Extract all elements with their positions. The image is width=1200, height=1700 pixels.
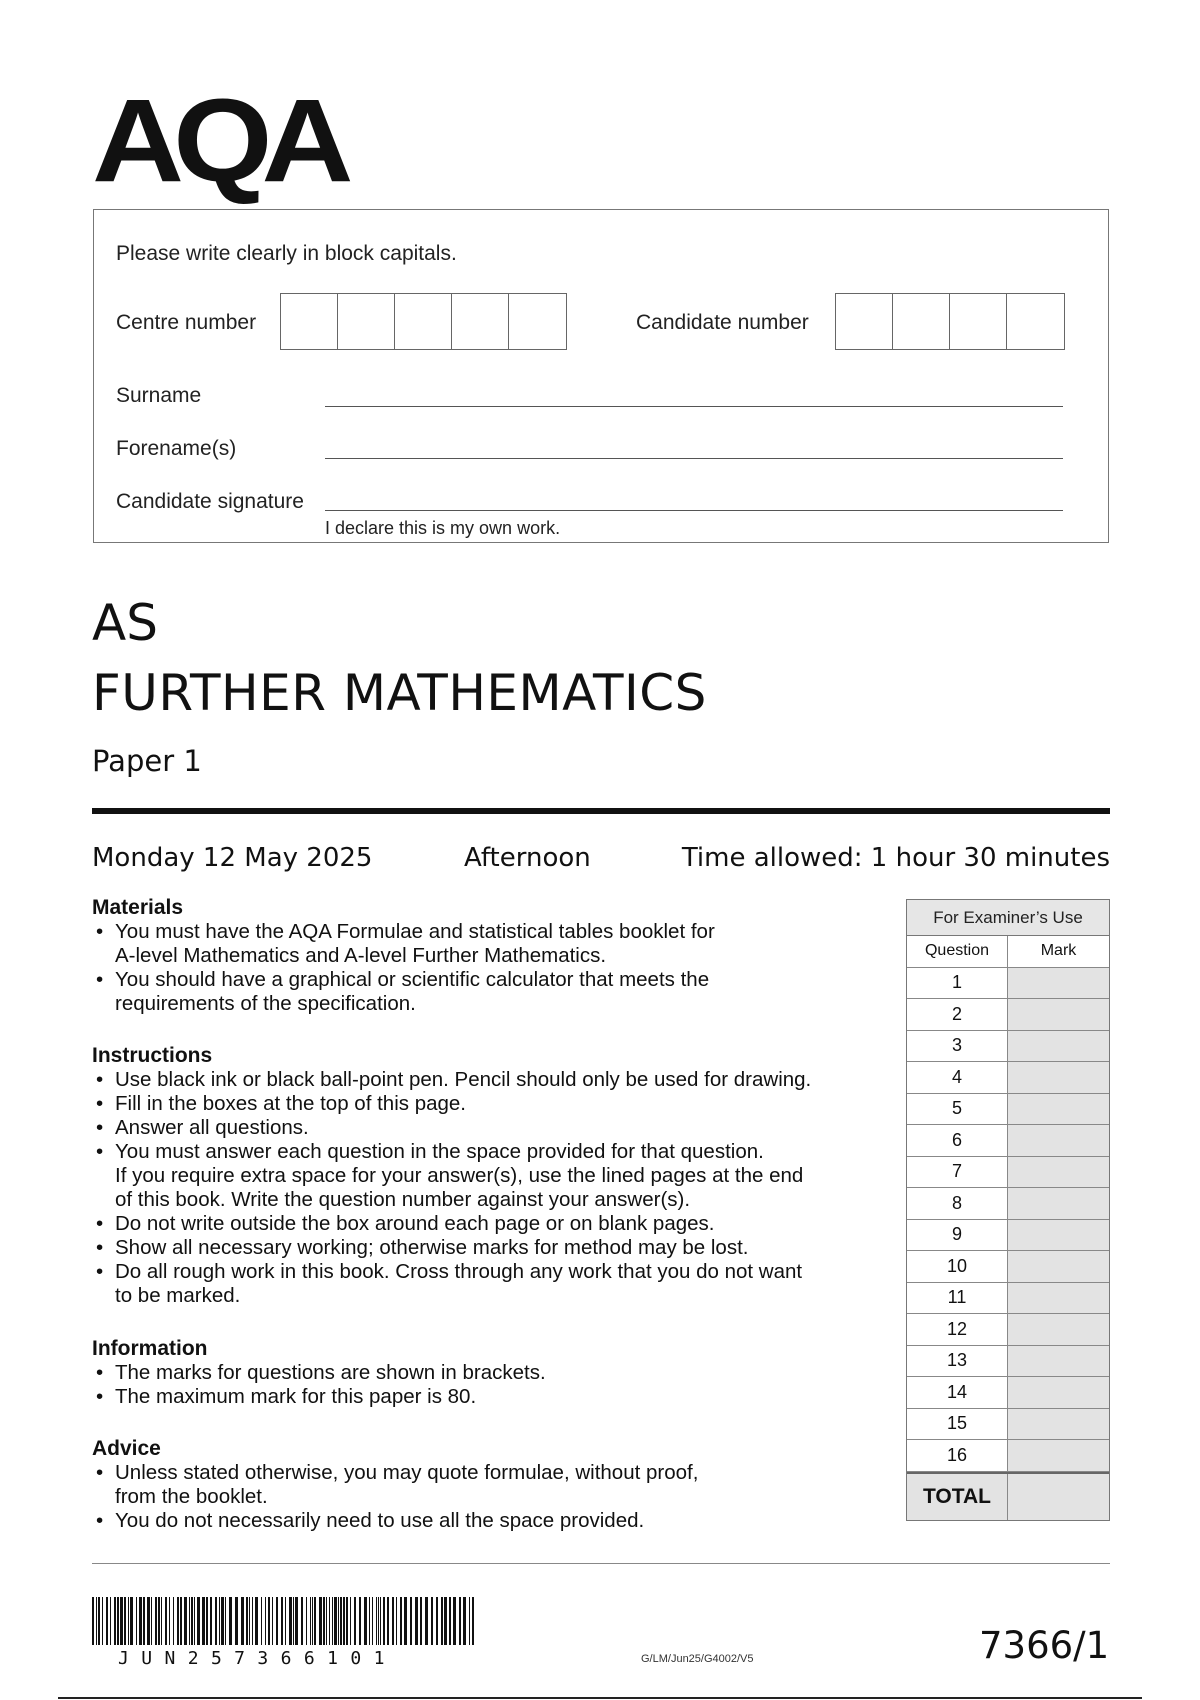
exam-session: Afternoon: [464, 843, 591, 873]
candidate-number-cell[interactable]: [836, 294, 893, 349]
barcode-bar: [354, 1597, 356, 1645]
question-number: 6: [907, 1125, 1008, 1156]
candidate-number-cell[interactable]: [950, 294, 1007, 349]
barcode-bar: [449, 1597, 451, 1645]
barcode-bar: [272, 1597, 273, 1645]
list-item: • You do not necessarily need to use all the space provided.: [92, 1509, 892, 1533]
barcode-bar: [369, 1597, 370, 1645]
examiner-table-row: [907, 1377, 1109, 1409]
page-bottom-rule: [58, 1697, 1142, 1699]
question-number: 10: [907, 1251, 1008, 1282]
footer-divider: [92, 1563, 1110, 1564]
mark-cell: [1008, 1377, 1109, 1408]
barcode-bar: [120, 1597, 123, 1645]
barcode-bar: [249, 1597, 250, 1645]
examiner-table-row: [907, 1125, 1109, 1157]
barcode-bar: [364, 1597, 367, 1645]
barcode-bar: [92, 1597, 94, 1645]
question-number: 15: [907, 1409, 1008, 1440]
barcode-bar: [173, 1597, 174, 1645]
block-capitals-instruction: Please write clearly in block capitals.: [116, 242, 457, 265]
question-number: 7: [907, 1157, 1008, 1188]
examiner-table-row: [907, 1409, 1109, 1441]
barcode-bar: [334, 1597, 337, 1645]
mark-cell: [1008, 1031, 1109, 1062]
list-item: • Do not write outside the box around each page or on blank pages.: [92, 1212, 892, 1236]
barcode-bar: [276, 1597, 278, 1645]
barcode-bar: [410, 1597, 412, 1645]
barcode-bar: [169, 1597, 170, 1645]
mark-cell: [1008, 1409, 1109, 1440]
mark-cell: [1008, 1346, 1109, 1377]
mark-cell: [1008, 1062, 1109, 1093]
barcode-bar: [130, 1597, 133, 1645]
barcode-bar: [261, 1597, 262, 1645]
barcode-bar: [215, 1597, 217, 1645]
centre-number-cell[interactable]: [338, 294, 395, 349]
examiner-table-row: [907, 1094, 1109, 1126]
mark-cell: [1008, 1440, 1109, 1471]
barcode-bar: [235, 1597, 238, 1645]
barcode-bar: [332, 1597, 333, 1645]
barcode-bar: [147, 1597, 150, 1645]
barcode-bar: [346, 1597, 348, 1645]
barcode-bar: [444, 1597, 447, 1645]
barcode-bar: [265, 1597, 266, 1645]
barcode-bar: [225, 1597, 226, 1645]
examiner-table-row: [907, 1157, 1109, 1189]
barcode-bar: [396, 1597, 397, 1645]
title-divider: [92, 808, 1110, 814]
barcode-bar: [378, 1597, 379, 1645]
total-label: TOTAL: [907, 1474, 1008, 1520]
barcode-bar: [415, 1597, 418, 1645]
barcode-bar: [392, 1597, 394, 1645]
examiner-table-header-row: [907, 936, 1109, 968]
barcode-bar: [306, 1597, 307, 1645]
question-number: 12: [907, 1314, 1008, 1345]
examiner-table-row: [907, 1220, 1109, 1252]
declaration-text: I declare this is my own work.: [325, 518, 561, 538]
advice-heading: Advice: [92, 1437, 161, 1460]
barcode-bar: [128, 1597, 129, 1645]
barcode-bar: [219, 1597, 220, 1645]
barcode-bar: [252, 1597, 253, 1645]
examiner-table-row: [907, 1188, 1109, 1220]
exam-date: Monday 12 May 2025: [92, 843, 373, 873]
barcode-bar: [139, 1597, 142, 1645]
barcode-bar: [293, 1597, 294, 1645]
barcode-bar: [350, 1597, 351, 1645]
barcode-bar: [285, 1597, 286, 1645]
aqa-logo: AQA: [92, 75, 343, 207]
total-row: [907, 1472, 1109, 1520]
centre-number-field[interactable]: [280, 293, 567, 350]
question-number: 9: [907, 1220, 1008, 1251]
centre-number-cell[interactable]: [509, 294, 566, 349]
barcode-bar: [453, 1597, 456, 1645]
barcode-bar: [184, 1597, 187, 1645]
barcode-bar: [301, 1597, 303, 1645]
examiner-table-row: [907, 1346, 1109, 1378]
instructions-section: [92, 1044, 892, 1308]
surname-label: Surname: [116, 384, 202, 407]
barcode-bar: [255, 1597, 258, 1645]
barcode-bar: [106, 1597, 108, 1645]
barcode-bar: [376, 1597, 377, 1645]
examiner-table-row: [907, 1062, 1109, 1094]
barcode-bar: [161, 1597, 162, 1645]
barcode-bar: [387, 1597, 389, 1645]
list-item: • Use black ink or black ball-point pen. Pencil should only be used for drawing.: [92, 1068, 892, 1092]
centre-number-cell[interactable]: [281, 294, 338, 349]
barcode-bar: [180, 1597, 182, 1645]
barcode-bar: [359, 1597, 361, 1645]
barcode-bar: [319, 1597, 322, 1645]
barcode-bar: [165, 1597, 167, 1645]
question-number: 8: [907, 1188, 1008, 1219]
document-reference: G/LM/Jun25/G4002/V5: [641, 1653, 754, 1665]
list-item: • Unless stated otherwise, you may quote formulae, without proof, from the booklet.: [92, 1461, 892, 1509]
barcode-bar: [383, 1597, 385, 1645]
centre-number-label: Centre number: [116, 311, 257, 334]
examiner-table-row: [907, 1283, 1109, 1315]
barcode-bar: [177, 1597, 179, 1645]
surname-field[interactable]: [325, 406, 1063, 407]
question-number: 4: [907, 1062, 1008, 1093]
centre-number-cell[interactable]: [395, 294, 452, 349]
list-item: • Fill in the boxes at the top of this page.: [92, 1092, 892, 1116]
mark-cell: [1008, 1314, 1109, 1345]
examiner-table-row: [907, 999, 1109, 1031]
barcode-bar: [340, 1597, 342, 1645]
barcode-bar: [343, 1597, 345, 1645]
question-number: 16: [907, 1440, 1008, 1471]
information-heading: Information: [92, 1337, 208, 1360]
time-allowed: Time allowed: 1 hour 30 minutes: [681, 843, 1110, 873]
barcode-bar: [246, 1597, 248, 1645]
paper-code: 7366/1: [979, 1624, 1110, 1667]
materials-heading: Materials: [92, 896, 184, 919]
list-item: • The maximum mark for this paper is 80.: [92, 1385, 892, 1409]
examiner-table-row: [907, 1251, 1109, 1283]
barcode-bar: [136, 1597, 137, 1645]
signature-label: Candidate signature: [116, 490, 304, 513]
centre-number-cell[interactable]: [452, 294, 509, 349]
barcode-bar: [241, 1597, 244, 1645]
materials-section: [92, 896, 892, 1016]
barcode-bar: [151, 1597, 152, 1645]
barcode-bar: [202, 1597, 205, 1645]
barcode-bar: [102, 1597, 103, 1645]
mark-cell: [1008, 1125, 1109, 1156]
barcode-bar: [268, 1597, 270, 1645]
barcode-bar: [329, 1597, 330, 1645]
list-item: • The marks for questions are shown in brackets.: [92, 1361, 892, 1385]
candidate-number-label: Candidate number: [636, 311, 809, 334]
examiner-use-table: [906, 899, 1110, 1521]
mark-cell: [1008, 1157, 1109, 1188]
list-item: • Show all necessary working; otherwise marks for method may be lost.: [92, 1236, 892, 1260]
barcode-bar: [281, 1597, 283, 1645]
candidate-number-cell[interactable]: [893, 294, 950, 349]
barcode-bar: [425, 1597, 428, 1645]
subject-title: FURTHER MATHEMATICS: [92, 664, 707, 722]
barcode-bar: [323, 1597, 325, 1645]
barcode-bar: [143, 1597, 145, 1645]
mark-cell: [1008, 999, 1109, 1030]
qualification-level: AS: [92, 594, 158, 652]
barcode-bar: [191, 1597, 193, 1645]
barcode-bar: [436, 1597, 438, 1645]
signature-field[interactable]: [325, 510, 1063, 511]
question-number: 11: [907, 1283, 1008, 1314]
barcode-bar: [310, 1597, 311, 1645]
barcode-bar: [295, 1597, 298, 1645]
list-item: • You should have a graphical or scientific calculator that meets the requirements of the specification.: [92, 968, 892, 1016]
barcode-bar: [312, 1597, 313, 1645]
barcode-bar: [194, 1597, 195, 1645]
question-number: 3: [907, 1031, 1008, 1062]
paper-number: Paper 1: [92, 744, 202, 778]
mark-cell: [1008, 1251, 1109, 1282]
barcode-bar: [98, 1597, 100, 1645]
question-number: 1: [907, 968, 1008, 999]
instructions-heading: Instructions: [92, 1044, 213, 1067]
list-item: • Do all rough work in this book. Cross through any work that you do not want to be marked.: [92, 1260, 892, 1308]
barcode-bar: [206, 1597, 208, 1645]
question-number: 14: [907, 1377, 1008, 1408]
mark-cell: [1008, 1220, 1109, 1251]
information-section: [92, 1337, 892, 1409]
question-number: 5: [907, 1094, 1008, 1125]
barcode-bar: [372, 1597, 373, 1645]
examiner-table-row: [907, 1314, 1109, 1346]
mark-cell: [1008, 1094, 1109, 1125]
barcode-bar: [472, 1597, 474, 1645]
barcode-bar: [124, 1597, 126, 1645]
barcode-bar: [380, 1597, 381, 1645]
total-mark-cell: [1008, 1474, 1109, 1520]
barcode-bar: [441, 1597, 443, 1645]
mark-cell: [1008, 968, 1109, 999]
list-item: • You must have the AQA Formulae and statistical tables booklet for A-level Mathematics and A-level Further Mathematics.: [92, 920, 892, 968]
barcode-bar: [404, 1597, 407, 1645]
forenames-label: Forename(s): [116, 437, 237, 460]
examiner-table-row: [907, 1031, 1109, 1063]
mark-cell: [1008, 1188, 1109, 1219]
barcode-bar: [114, 1597, 116, 1645]
barcode-bar: [338, 1597, 339, 1645]
barcode-bar: [420, 1597, 422, 1645]
barcode-bar: [326, 1597, 327, 1645]
barcode-bar: [110, 1597, 111, 1645]
barcode-bar: [96, 1597, 97, 1645]
barcode-bar: [314, 1597, 316, 1645]
candidate-number-cell[interactable]: [1007, 294, 1064, 349]
barcode-bar: [289, 1597, 292, 1645]
barcode-bar: [463, 1597, 466, 1645]
barcode-bar: [400, 1597, 402, 1645]
advice-section: [92, 1437, 892, 1533]
candidate-number-field[interactable]: [835, 293, 1065, 350]
barcode-bar: [197, 1597, 200, 1645]
barcode-bar: [210, 1597, 212, 1645]
forenames-field[interactable]: [325, 458, 1063, 459]
barcode-bar: [155, 1597, 157, 1645]
examiner-table-row: [907, 1440, 1109, 1472]
barcode-bar: [221, 1597, 224, 1645]
barcode-bar: [459, 1597, 461, 1645]
barcode-bar: [469, 1597, 470, 1645]
list-item: • You must answer each question in the space provided for that question. If you require extra space for your answer(s), use the lined pages at the end of this book. Write the question number against your answer(s).: [92, 1140, 892, 1212]
list-item: • Answer all questions.: [92, 1116, 892, 1140]
question-column-header: Question: [907, 936, 1008, 967]
examiner-table-row: [907, 968, 1109, 1000]
question-number: 2: [907, 999, 1008, 1030]
barcode-text: JUN257366101: [118, 1648, 397, 1669]
barcode-bar: [189, 1597, 190, 1645]
barcode-bar: [158, 1597, 160, 1645]
barcode-bar: [117, 1597, 119, 1645]
mark-cell: [1008, 1283, 1109, 1314]
mark-column-header: Mark: [1008, 936, 1109, 967]
question-number: 13: [907, 1346, 1008, 1377]
barcode: [92, 1597, 476, 1645]
examiner-table-title: For Examiner’s Use: [907, 900, 1109, 936]
barcode-bar: [229, 1597, 232, 1645]
barcode-bar: [431, 1597, 433, 1645]
